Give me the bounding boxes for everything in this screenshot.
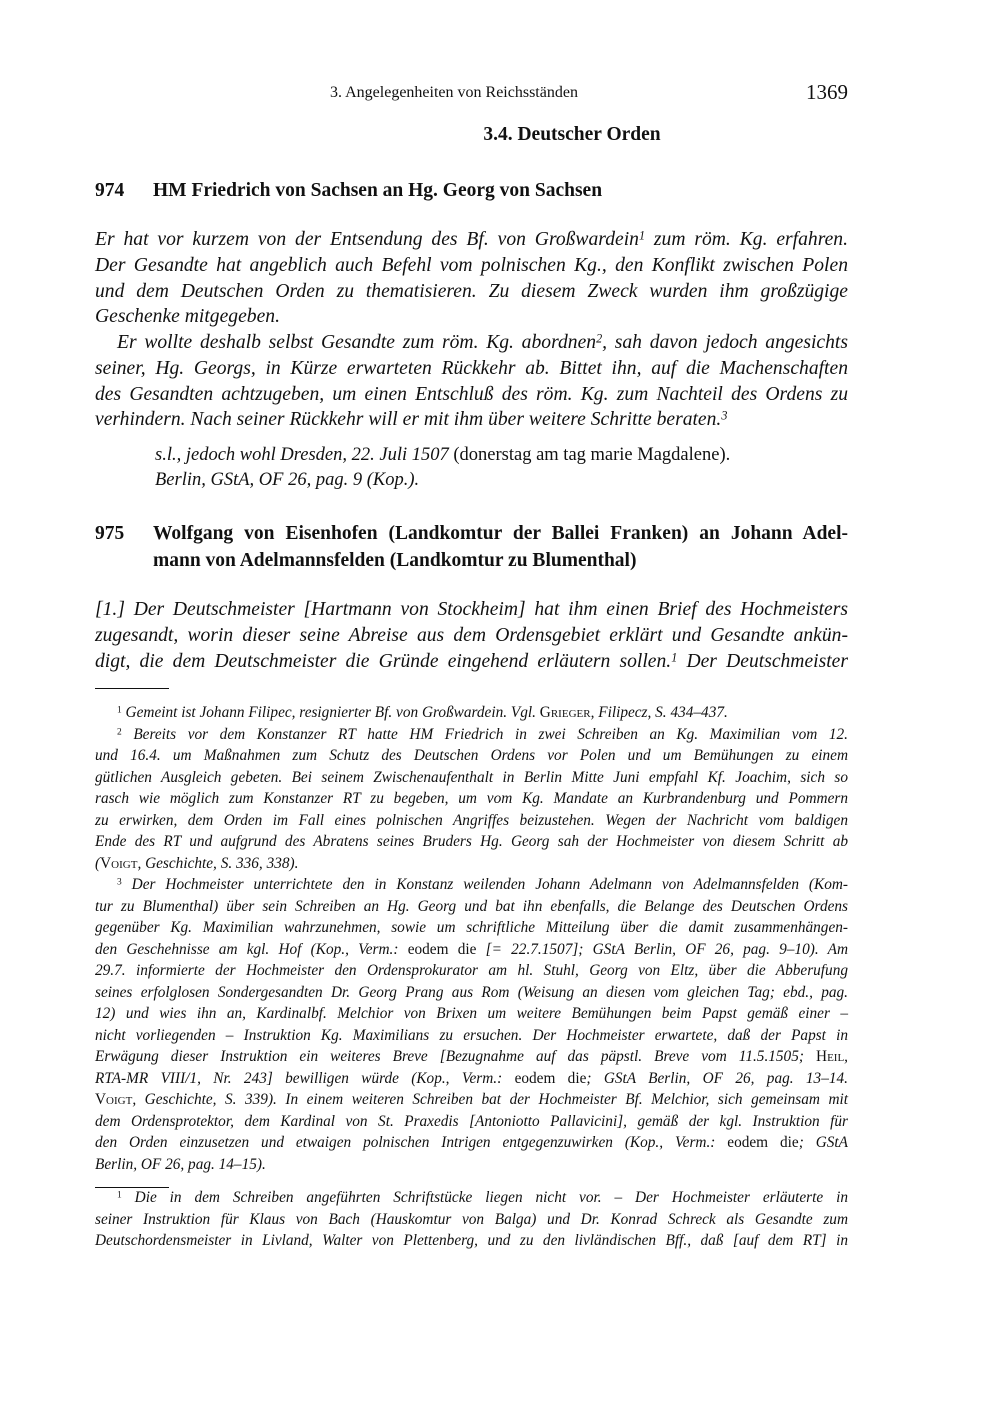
text-line xyxy=(95,1154,848,1176)
text-line xyxy=(95,1089,848,1111)
text-line xyxy=(95,853,848,875)
text-segment: Der Deutschmeister xyxy=(677,650,848,672)
text-line xyxy=(95,382,848,408)
text-segment: Grieger xyxy=(539,704,591,721)
footnote-marker: 1 xyxy=(671,650,678,665)
footnote-marker: 1 xyxy=(117,705,122,716)
text-line xyxy=(95,724,848,746)
text-segment: Voigt xyxy=(95,1091,133,1108)
text-segment: seiner Instruktion für Klaus von Bach (Hauskomtur von Balga) und Dr. Konrad Schreck als Gesandte zum xyxy=(95,1210,848,1228)
text-line xyxy=(95,745,848,767)
text-segment: Gemeint ist Johann Filipec, resignierter Bf. von Großwardein. Vgl. xyxy=(121,704,540,721)
text-segment: Berlin, OF 26, pag. 14–15). xyxy=(95,1155,266,1173)
text-segment: HM Friedrich von Sachsen an Hg. Georg von Sachsen xyxy=(153,180,603,201)
footnote-marker: 3 xyxy=(721,408,728,423)
text-segment: [1.] Der Deutschmeister [Hartmann von Stockheim] hat ihm einen Brief des Hochmeisters xyxy=(95,599,848,620)
text-segment: Heil xyxy=(816,1048,845,1065)
text-segment: eodem die xyxy=(727,1134,799,1151)
text-segment: zum röm. Kg. erfahren. xyxy=(645,229,848,250)
running-head: 3. Angelegenheiten von Reichsständen xyxy=(330,84,578,101)
text-line xyxy=(155,443,848,468)
text-line xyxy=(95,810,848,832)
text-segment: , Geschichte, S. 339). In einem weiteren Schreiben bat der Hochmeister Bf. Melchior, sich gemeinsam mit xyxy=(132,1091,848,1108)
text-line xyxy=(95,1046,848,1068)
text-segment: dem Ordensprotektor, dem Kardinal von St. Praxedis [Antoniotto Pallavicini], gemäß der kgl. Instruktion für xyxy=(95,1112,848,1130)
text-segment: zu erwirken, dem Orden im Fall eines polnischen Angriffes beizustehen. Wegen der Nachricht vom baldigen xyxy=(95,811,848,829)
text-segment: seines erfolglosen Sondergesandten Dr. Georg Prang aus Rom (Weisung an diesen vom gleichen Tag; ebd., pag. xyxy=(95,983,848,1001)
text-line xyxy=(95,874,848,896)
text-segment: Erwägung dieser Instruktion ein weiteres Breve [Bezugnahme auf das päpstl. Breve vom 11.5.1505; xyxy=(95,1048,817,1065)
text-line xyxy=(153,177,848,204)
text-line xyxy=(95,227,848,253)
summary-paragraph-1 xyxy=(95,227,848,330)
document-title xyxy=(153,177,848,204)
text-segment: des Gesandten achtzugeben, um einen Entschluß des röm. Kg. zum Nachteil des Ordens zu xyxy=(95,383,848,405)
text-segment: zugesandt, worin dieser seine Abreise aus dem Ordensgebiet erklärt und Gesandte ankün- xyxy=(95,624,848,646)
text-segment: Berlin, GStA, OF 26, pag. 9 (Kop.). xyxy=(155,469,420,490)
text-segment: RTA-MR VIII/1, Nr. 243] bewilligen würde (Kop., Verm.: xyxy=(95,1069,515,1087)
text-line xyxy=(95,939,848,961)
footnote-marker: 2 xyxy=(117,727,122,738)
text-line xyxy=(95,330,848,356)
source-citation xyxy=(155,443,848,492)
text-segment: ; GStA xyxy=(798,1134,848,1151)
text-segment: rasch wie möglich zum Konstanzer RT zu begeben, um vom Kg. Mandate an Kurbrandenburg und Pommern xyxy=(95,790,848,807)
text-segment: , xyxy=(844,1048,848,1065)
text-segment: ( xyxy=(95,854,101,872)
text-segment: Der Gesandte hat angeblich auch Befehl vom polnischen Kg., den Konflikt zwischen Polen xyxy=(95,254,848,276)
text-segment: Deutschordensmeister in Livland, Walter von Plettenberg, und zu den livländischen Bff., daß [auf dem RT] in xyxy=(95,1232,848,1249)
text-line xyxy=(95,1132,848,1154)
text-segment: eodem die xyxy=(514,1069,587,1087)
document-975-heading xyxy=(95,520,848,574)
text-segment: 12) und wies ihn an, Kardinalbf. Melchior von Brixen um weitere Bemühungen beim Papst gemäß einer – xyxy=(95,1005,848,1022)
summary-paragraph-2 xyxy=(95,330,848,433)
text-line xyxy=(153,520,848,547)
page-number: 1369 xyxy=(806,80,848,104)
section-title: 3.4. Deutscher Orden xyxy=(483,124,661,145)
text-line xyxy=(95,767,848,789)
text-segment: gegenüber Kg. Maximilian wahrzunehmen, sowie um schriftliche Mitteilung über die damit zusammenhängen- xyxy=(95,919,848,936)
text-segment: den Geschehnisse am kgl. Hof (Kop., Verm.: xyxy=(95,940,408,958)
text-line xyxy=(95,982,848,1004)
document-title xyxy=(153,520,848,574)
footnote-marker: 1 xyxy=(117,1190,122,1201)
text-line xyxy=(95,1003,848,1025)
text-segment: 29.7. informierte der Hochmeister den Ordensprokurator am hl. Stuhl, Georg von Eltz, über die Abberufung xyxy=(95,962,848,979)
text-segment: Er hat vor kurzem von der Entsendung des Bf. von Großwardein xyxy=(95,229,639,250)
text-segment: (donerstag am tag marie Magdalene). xyxy=(448,445,731,465)
document-number: 974 xyxy=(95,180,125,201)
text-segment: und 16.4. um Maßnahmen zum Schutz des Deutschen Ordens vor Polen und um Bemühungen zu einem xyxy=(95,747,848,764)
footnote-marker: 3 xyxy=(117,877,122,888)
text-line xyxy=(95,407,848,433)
text-line xyxy=(95,1025,848,1047)
text-segment: tur zu Blumenthal) über sein Schreiben an Hg. Georg und bat ihn ebenfalls, die Belange des Deutschen Ordens xyxy=(95,897,848,915)
text-segment: Der Hochmeister unterrichtete den in Konstanz weilenden Johann Adelmann von Adelmannsfelden (Kom- xyxy=(121,876,848,893)
text-line xyxy=(95,1111,848,1133)
footnotes-974 xyxy=(95,702,848,1175)
text-line xyxy=(95,1230,848,1252)
text-segment: Wolfgang von Eisenhofen (Landkomtur der Ballei Franken) an Johann Adel- xyxy=(153,523,848,544)
text-segment: nicht vorliegenden – Instruktion Kg. Maximilians zu ersuchen. Der Hochmeister erwartete, daß der Papst in xyxy=(95,1026,848,1044)
text-segment: , Geschichte, S. 336, 338). xyxy=(137,854,299,872)
footnote-marker: 1 xyxy=(638,228,646,243)
footnote-marker: 2 xyxy=(596,331,603,346)
text-line xyxy=(95,788,848,810)
text-segment: Voigt xyxy=(100,854,138,872)
text-segment: [= 22.7.1507]; GStA Berlin, OF 26, pag. 9–10). Am xyxy=(476,940,848,958)
text-line xyxy=(95,253,848,279)
text-line xyxy=(95,304,848,330)
text-segment: Bereits vor dem Konstanzer RT hatte HM Friedrich in zwei Schreiben an Kg. Maximilian vom 12. xyxy=(121,725,848,743)
footnote-2 xyxy=(95,724,848,875)
text-line xyxy=(95,896,848,918)
text-line xyxy=(95,356,848,382)
summary-paragraph-975 xyxy=(95,597,848,674)
text-line xyxy=(155,468,848,493)
text-segment: gütlichen Ausgleich gebeten. Bei seinem Zwischenaufenthalt in Berlin Mitte Juni empfahl Kf. Joachim, sich so xyxy=(95,768,848,786)
text-line xyxy=(95,960,848,982)
text-line xyxy=(153,547,848,574)
document-number: 975 xyxy=(95,523,125,544)
text-line xyxy=(95,831,848,853)
text-segment: verhindern. Nach seiner Rückkehr will er mit ihm über weitere Schritte beraten. xyxy=(95,409,722,431)
text-segment: digt, die dem Deutschmeister die Gründe eingehend erläutern sollen. xyxy=(95,650,672,672)
text-line xyxy=(95,702,848,724)
text-segment: , Filipecz, S. 434–437. xyxy=(590,704,728,721)
text-line xyxy=(95,623,848,649)
text-line xyxy=(95,279,848,305)
footnotes-975 xyxy=(95,1187,848,1252)
footnote-rule xyxy=(95,688,169,689)
text-segment: eodem die xyxy=(407,940,477,958)
text-line xyxy=(95,1187,848,1209)
text-line xyxy=(95,649,848,675)
text-line xyxy=(95,597,848,623)
text-segment: Geschenke mitgegeben. xyxy=(95,306,280,328)
text-segment: ; GStA Berlin, OF 26, pag. 13–14. xyxy=(586,1069,848,1087)
text-segment: mann von Adelmannsfelden (Landkomtur zu Blumenthal) xyxy=(153,550,637,571)
text-line xyxy=(95,917,848,939)
text-line xyxy=(95,1068,848,1090)
text-segment: den Orden einzusetzen und etwaigen polnischen Intrigen entgegenzuwirken (Kop., Verm.: xyxy=(95,1134,728,1151)
text-segment: , sah davon jedoch angesichts xyxy=(602,332,848,353)
text-segment: Die in dem Schreiben angeführten Schriftstücke liegen nicht vor. – Der Hochmeister erläuterte in xyxy=(121,1189,848,1206)
footnote-1 xyxy=(95,1187,848,1252)
text-segment: Er wollte deshalb selbst Gesandte zum röm. Kg. abordnen xyxy=(117,332,597,353)
footnote-1 xyxy=(95,702,848,724)
text-segment: Ende des RT und aufgrund des Abratens seines Bruders Hg. Georg sah der Hochmeister von diesem Schritt ab xyxy=(95,833,848,850)
text-segment: seiner, Hg. Georgs, in Kürze erwarteten Rückkehr ab. Bittet ihn, auf die Machenschaften xyxy=(95,357,848,379)
text-segment: s.l., jedoch wohl Dresden, 22. Juli 1507 xyxy=(155,445,449,465)
footnote-3 xyxy=(95,874,848,1175)
text-segment: und dem Deutschen Orden zu thematisieren. Zu diesem Zweck wurden ihm großzügige xyxy=(95,280,848,302)
document-974-heading xyxy=(95,177,848,204)
text-line xyxy=(95,1209,848,1231)
